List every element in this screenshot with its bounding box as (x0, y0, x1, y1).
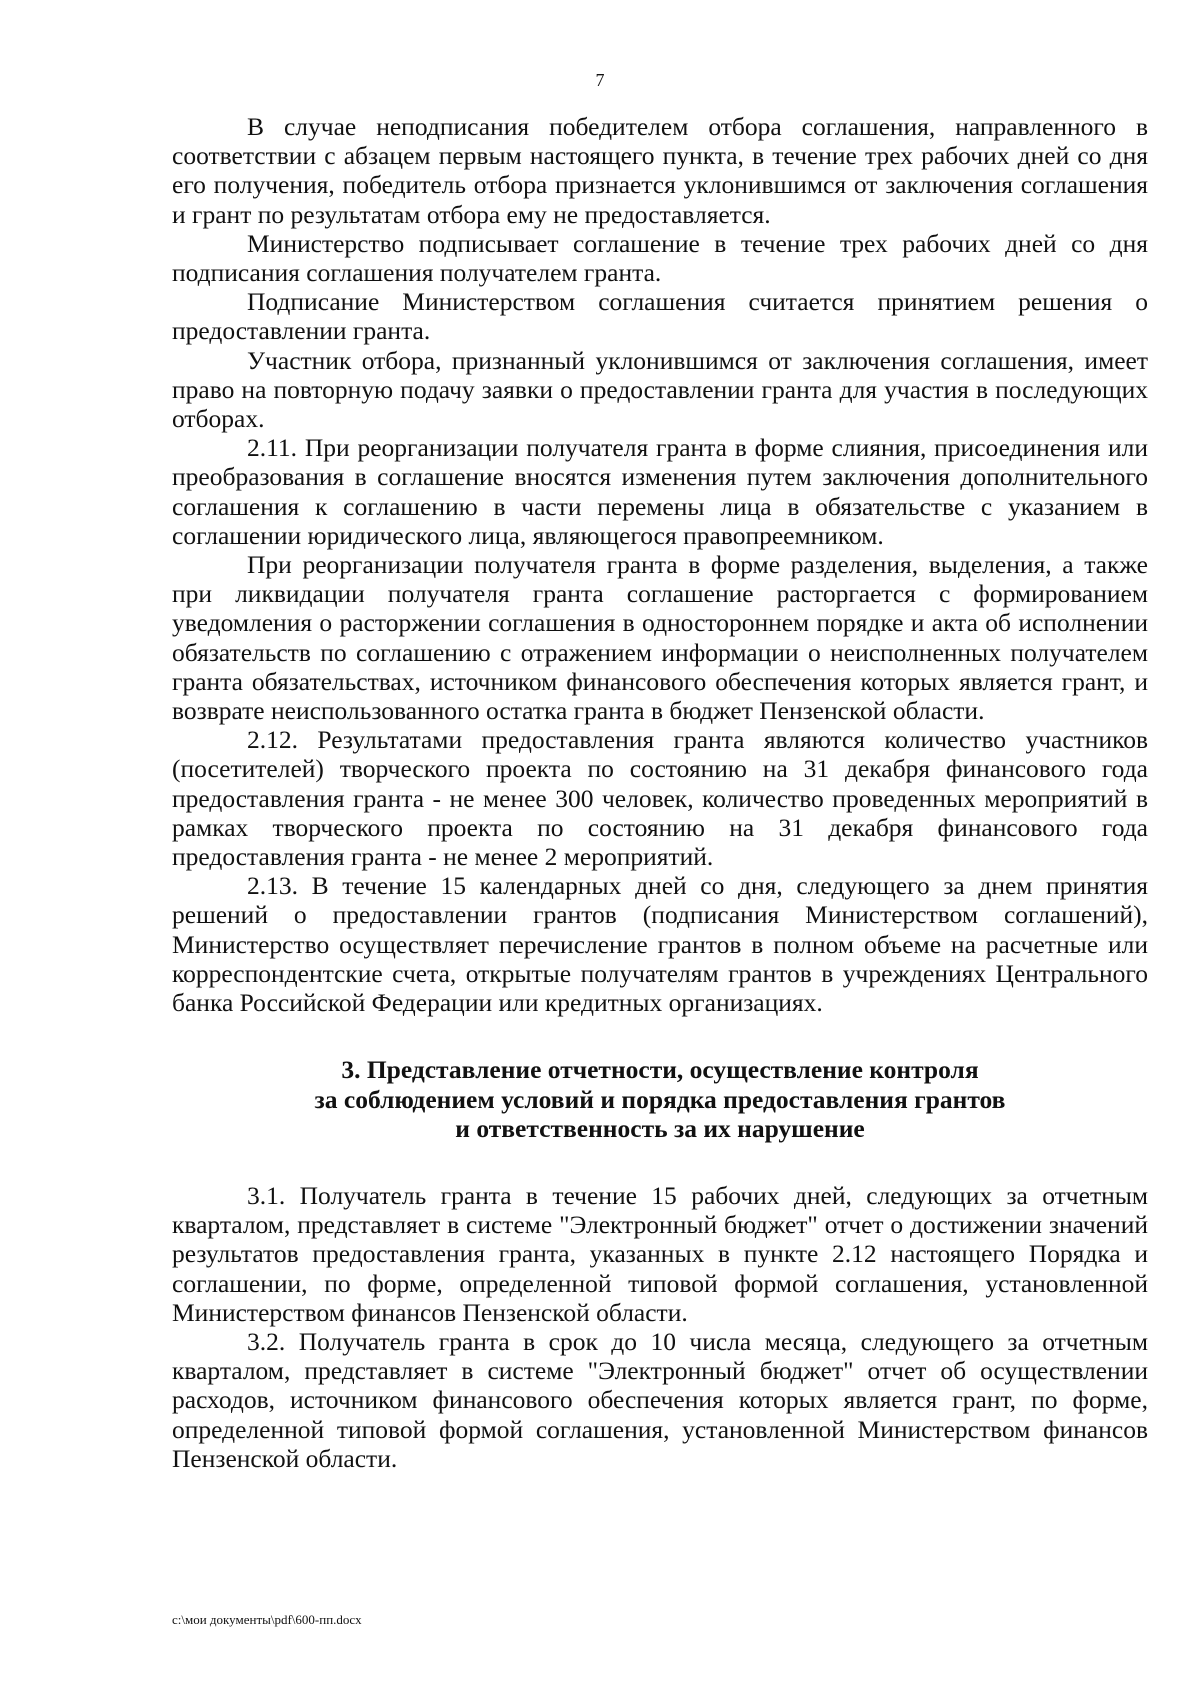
document-body (172, 112, 1148, 1473)
paragraph-clause-2-13: 2.13. В течение 15 календарных дней со дня, следующего за днем принятия решений о предоставлении грантов (подписания Министерством соглашений), Министерство осуществляет перечисление грантов в полном объеме на расчетные или корреспондентские счета, открытые получателям грантов в учреждениях Центрального банка Российской Федерации или кредитных организациях. (172, 871, 1148, 1018)
paragraph-clause-2-12: 2.12. Результатами предоставления гранта являются количество участников (посетителей) творческого проекта по состоянию на 31 декабря финансового года предоставления гранта - не менее 300 человек, количество проведенных мероприятий в рамках творческого проекта по состоянию на 31 декабря финансового года предоставления гранта - не менее 2 мероприятий. (172, 725, 1148, 872)
paragraph-clause-3-2: 3.2. Получатель гранта в срок до 10 числа месяца, следующего за отчетным кварталом, представляет в системе "Электронный бюджет" отчет об осуществлении расходов, источником финансового обеспечения которых является грант, по форме, определенной типовой формой соглашения, установленной Министерством финансов Пензенской области. (172, 1326, 1148, 1473)
paragraph: Участник отбора, признанный уклонившимся от заключения соглашения, имеет право на повторную подачу заявки о предоставлении гранта для участия в последующих отборах. (172, 345, 1148, 434)
paragraph: При реорганизации получателя гранта в форме разделения, выделения, а также при ликвидации получателя гранта соглашение расторгается с формированием уведомления о расторжении соглашения в одностороннем порядке и акта об исполнении обязательств по соглашению с отражением информации о неисполненных получателем гранта обязательствах, источником финансового обеспечения которых является грант, и возврате неиспользованного остатка гранта в бюджет Пензенской области. (172, 550, 1148, 726)
section-heading-line: 3. Представление отчетности, осуществление контроля (341, 1055, 979, 1085)
section-heading (172, 1055, 1148, 1143)
section-heading-line: и ответственность за их нарушение (455, 1113, 865, 1143)
paragraph: Министерство подписывает соглашение в течение трех рабочих дней со дня подписания соглашения получателем гранта. (172, 228, 1148, 288)
paragraph: В случае неподписания победителем отбора соглашения, направленного в соответствии с абзацем первым настоящего пункта, в течение трех рабочих дней со дня его получения, победитель отбора признается уклонившимся от заключения соглашения и грант по результатам отбора ему не предоставляется. (172, 112, 1148, 229)
section-heading-line: за соблюдением условий и порядка предоставления грантов (314, 1084, 1006, 1114)
page-number: 7 (595, 70, 605, 90)
paragraph: Подписание Министерством соглашения считается принятием решения о предоставлении гранта. (172, 287, 1148, 346)
paragraph-clause-3-1: 3.1. Получатель гранта в течение 15 рабочих дней, следующих за отчетным кварталом, представляет в системе "Электронный бюджет" отчет о достижении значений результатов предоставления гранта, указанных в пункте 2.12 настоящего Порядка и соглашении, по форме, определенной типовой формой соглашения, установленной Министерством финансов Пензенской области. (172, 1180, 1148, 1327)
footer-file-path: c:\мои документы\pdf\600-пп.docx (172, 1612, 362, 1627)
paragraph-clause-2-11: 2.11. При реорганизации получателя гранта в форме слияния, присоединения или преобразования в соглашение вносятся изменения путем заключения дополнительного соглашения к соглашению в части перемены лица в обязательстве с указанием в соглашении юридического лица, являющегося правопреемником. (172, 433, 1148, 550)
